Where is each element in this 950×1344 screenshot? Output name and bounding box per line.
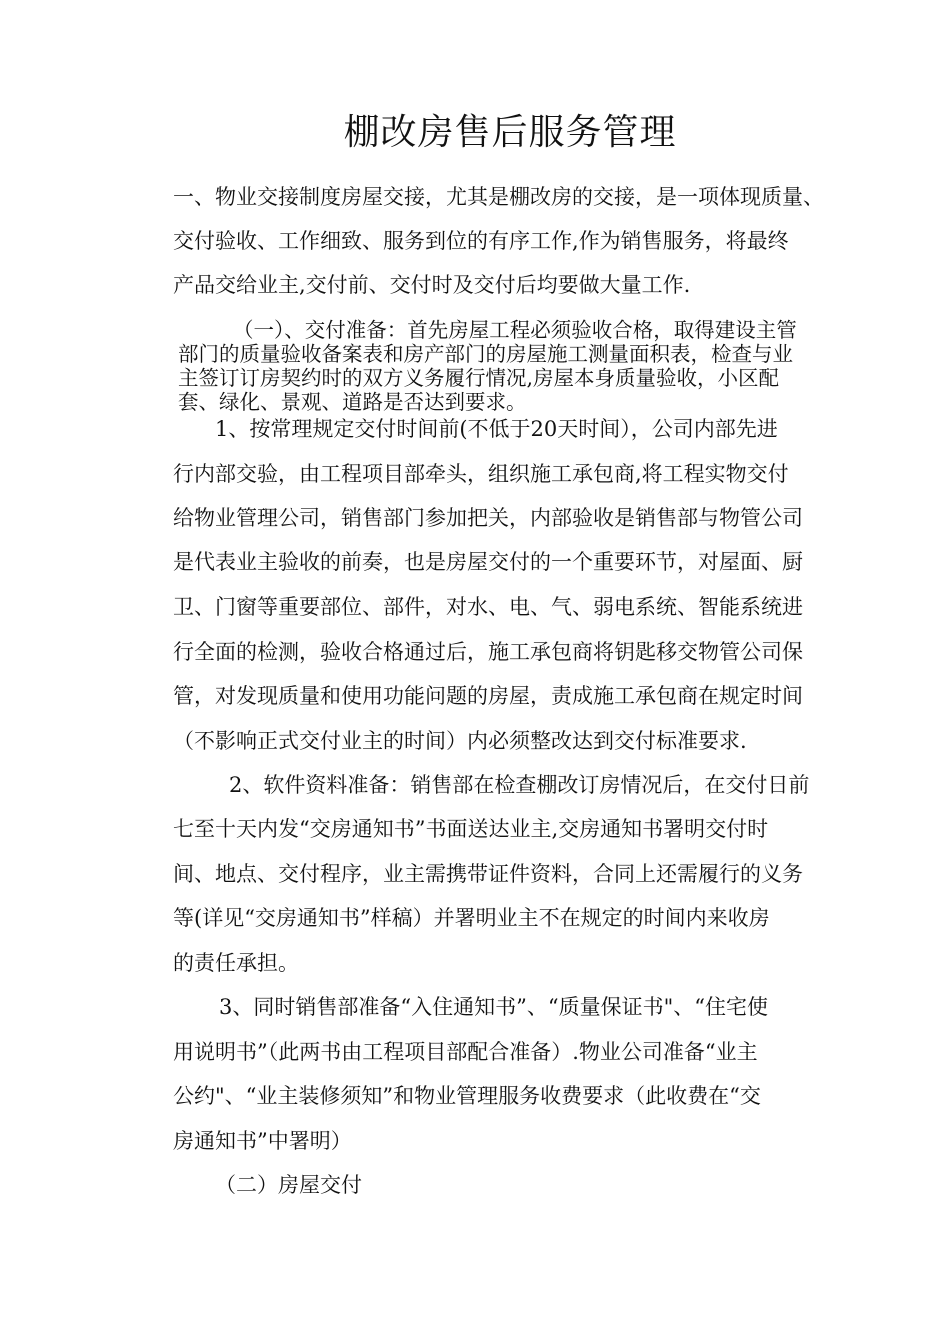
item-1-line-4: 是代表业主验收的前奏，也是房屋交付的一个重要环节，对屋面、厨	[173, 550, 803, 574]
section-1-line-2: 部门的质量验收备案表和房产部门的房屋施工测量面积表，检查与业	[178, 342, 793, 366]
section-1-line-1: （一）、交付准备：首先房屋工程必须验收合格，取得建设主管	[233, 318, 797, 342]
item-2-line-2: 七至十天内发“交房通知书”书面送达业主,交房通知书署明交付时	[173, 817, 769, 841]
intro-line-3: 产品交给业主,交付前、交付时及交付后均要做大量工作.	[173, 273, 691, 297]
item-1-line-2: 行内部交验，由工程项目部牵头，组织施工承包商,将工程实物交付	[173, 462, 789, 486]
item-3-line-1: 3、同时销售部准备“入住通知书”、“质量保证书"、“住宅使	[219, 995, 768, 1019]
item-1-line-1: 1、按常理规定交付时间前(不低于20天时间），公司内部先进	[215, 417, 778, 441]
item-2-line-3: 间、地点、交付程序，业主需携带证件资料，合同上还需履行的义务	[173, 862, 803, 886]
section-1-line-3: 主签订订房契约时的双方义务履行情况,房屋本身质量验收，小区配	[178, 366, 780, 390]
item-2-line-1: 2、软件资料准备：销售部在检查棚改订房情况后，在交付日前	[229, 773, 810, 797]
document-title: 棚改房售后服务管理	[343, 112, 677, 153]
section-1-line-4: 套、绿化、景观、道路是否达到要求。	[178, 390, 527, 414]
item-3-line-4: 房通知书”中署明）	[173, 1129, 352, 1153]
intro-line-2: 交付验收、工作细致、服务到位的有序工作,作为销售服务，将最终	[173, 229, 789, 253]
item-2-line-5: 的责任承担。	[173, 951, 299, 975]
item-3-line-3: 公约"、“业主装修须知”和物业管理服务收费要求（此收费在“交	[173, 1084, 761, 1108]
item-2-line-4: 等(详见“交房通知书”样稿）并署明业主不在规定的时间内来收房	[173, 906, 770, 930]
item-1-line-3: 给物业管理公司，销售部门参加把关，内部验收是销售部与物管公司	[173, 506, 803, 530]
item-3-line-2: 用说明书”（此两书由工程项目部配合准备）.物业公司准备“业主	[173, 1040, 758, 1064]
item-1-line-8: （不影响正式交付业主的时间）内必须整改达到交付标准要求.	[173, 729, 747, 753]
section-2-heading: （二）房屋交付	[215, 1173, 362, 1197]
intro-line-1: 一、物业交接制度房屋交接，尤其是棚改房的交接，是一项体现质量、	[173, 185, 824, 209]
item-1-line-5: 卫、门窗等重要部位、部件，对水、电、气、弱电系统、智能系统进	[173, 595, 803, 619]
item-1-line-7: 管，对发现质量和使用功能问题的房屋，责成施工承包商在规定时间	[173, 684, 803, 708]
item-1-line-6: 行全面的检测，验收合格通过后，施工承包商将钥匙移交物管公司保	[173, 640, 803, 664]
